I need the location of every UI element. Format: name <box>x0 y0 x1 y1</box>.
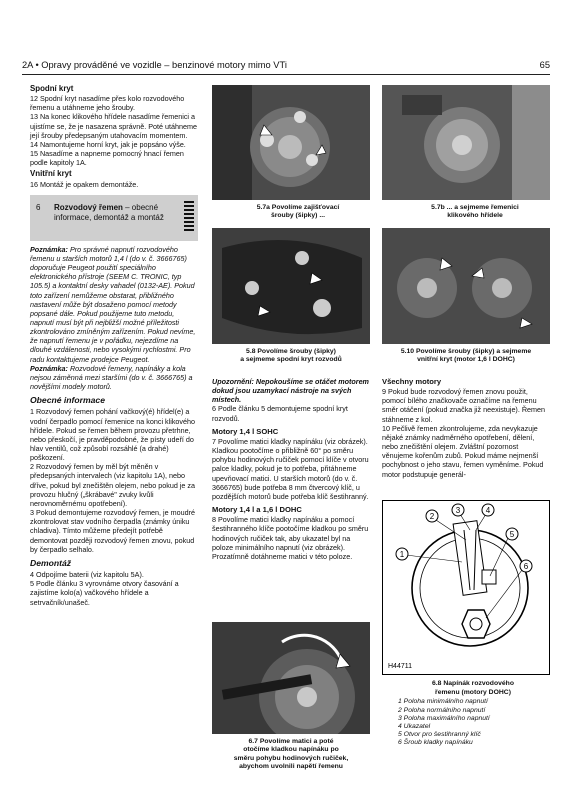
fig-label-5: 5 <box>509 530 515 539</box>
page-header <box>22 60 550 74</box>
para-14: 14 Namontujeme horní kryt, jak je popsáno výše. <box>30 139 186 149</box>
photo-5-7b-art <box>382 85 550 200</box>
key-item-5: 5 Otvor pro šestihranný klíč <box>398 731 481 739</box>
column-1 <box>30 84 198 607</box>
photo-5-7a-art <box>212 85 370 200</box>
photo-5-7a <box>212 85 370 200</box>
warning: Upozornění: Nepokoušíme se otáčet motorem dokud jsou uzamykací nástroje na svých místech. <box>212 377 369 405</box>
note-2-text: Rozvodové řemeny, napínáky a kola nejsou záměnná mezi staršími (do v. č. 3666765) a novějšími modely motorů. <box>30 363 193 392</box>
section-title <box>54 203 184 223</box>
para-4: 4 Odpojíme baterii (viz kapitolu 5A). <box>30 570 144 580</box>
caption-6-7-line3: směru pohybu hodinových ručiček, <box>233 754 349 762</box>
para-8: 8 Povolíme matici kladky napínáku a pomocí šestihranného klíče pootočíme kladkou po směru hodinových ručiček tak, aby ukazatel byl na poloze minimálního napnutí (viz obrázek). Prozatímně dotáhneme matici v této poloze. <box>212 515 369 561</box>
heading-obecne: Obecné informace <box>30 395 105 406</box>
para-15: 15 Nasadíme a napneme pomocný hnací řemen podle kapitoly 1A. <box>30 149 184 168</box>
para-7: 7 Povolíme matici kladky napínáku (viz obrázek). Kladkou pootočíme o přibližně 60° po směru pohybu hodinových ručiček pomocí klíče v otvoru palce kladky, pokud je to potřeba, přitáhneme upevňovací matici. U starších motorů (do v. č. 3666765) bude potřeba 8 mm čtvercový klíč, u pozdějších motorů bude potřeba klíč šestihranný. <box>212 436 369 501</box>
fig-label-3: 3 <box>455 506 461 515</box>
heading-demontaz: Demontáž <box>30 557 72 568</box>
header-rule <box>22 74 550 75</box>
caption-6-7 <box>212 738 370 772</box>
key-item-4: 4 Ukazatel <box>398 723 431 731</box>
figure-6-8-key <box>398 680 548 748</box>
note-2 <box>30 364 198 391</box>
section-title-sub: – obecné informace, demontáž a montáž <box>54 202 164 222</box>
photo-6-7-art <box>212 622 370 734</box>
heading-vnitrni-kryt: Vnitřní kryt <box>30 169 72 179</box>
note-1 <box>30 245 198 364</box>
caption-5-7b <box>400 204 550 221</box>
fig-label-4: 4 <box>485 506 491 515</box>
note-2-label: Poznámka: <box>30 363 68 373</box>
caption-6-7-line4: abychom uvolnili napětí řemenu <box>239 763 343 771</box>
tensioner-diagram <box>382 500 550 675</box>
photo-6-7 <box>212 622 370 734</box>
column-2 <box>212 377 370 561</box>
photo-5-7b <box>382 85 550 200</box>
para-16: 16 Montáž je opakem demontáže. <box>30 179 139 189</box>
para-3: 3 Pokud demontujeme rozvodový řemen, je moudré zkontrolovat stav vodního čerpadla (známky úniku chladiva). Tímto můžeme předejít potřebě demontovat později rozvodový řemen znovu, pokud by čerpadlo selhalo. <box>30 508 196 554</box>
section-title-bold: Rozvodový řemen <box>54 202 123 212</box>
photo-5-10-art <box>382 228 550 344</box>
caption-6-7-line1: 6.7 Povolíme matici a poté <box>248 738 334 745</box>
key-item-1: 1 Poloha minimálního napnutí <box>398 698 488 706</box>
para-10: 10 Pečlivě řemen zkontrolujeme, zda nevykazuje nějaké známky nadměrného opotřebení, dělení, nebo znečištění olejem. Zvláštní pozornost věnujeme kořenům zubů. Pokud máme nejmenší pochybnost o jeho stavu, řemen vyměníme. Pokud motor podstupuje generál- <box>382 423 544 479</box>
heading-spodni-kryt: Spodní kryt <box>30 84 74 93</box>
heading-dohc: Motory 1,4 l a 1,6 l DOHC <box>212 505 302 515</box>
note-1-text: Pro správné napnutí rozvodového řemenu u starších motorů 1,4 l (do v. č. 3666765) doporučuje Peugeot použití speciálního elektronického přístroje (SEEM C. TRONIC, typ 105.5) a kontaktní desky vahadel (0132-AE). Pokud toto zařízení nemůžeme obstarat, přibližného nastavení může být dosaženo pomocí metody popsané dále. Pokud použijeme tuto metodu, napnutí musí být při nejbližší možné příležitosti zkontrolováno zmíněným zařízením. Pokud nevíme, že napnutí řemenu je v pořádku, nejezdíme na dlouhé vzdálenosti, nebo vysokými rychlostmi. Pro radu kontaktujeme prodejce Peugeot. <box>30 244 196 364</box>
figure-6-8-title-1: 6.8 Napínák rozvodového <box>432 680 514 687</box>
para-1: 1 Rozvodový řemen pohání vačkový(é) hřídel(e) a vodní čerpadlo pomocí řemenice na konci klikového hřídele. Pokud se řemen během provozu přetrhne, nebo přeskočí, je pravděpodobné, že písty udeří do hlav ventilů, což způsobí rozsáhlé (a drahé) poškození. <box>30 407 196 463</box>
section-6-box <box>30 195 198 241</box>
para-2: 2 Rozvodový řemen by měl být měněn v předepsaných intervalech (viz kapitolu 1A), nebo dříve, pokud byl znečištěn olejem, nebo pokud je za provozu hlučný („škrábavé" zvuky kvůli nerovnoměrnému opotřebení). <box>30 462 196 508</box>
key-item-6: 6 Šroub kladky napínáku <box>398 739 473 747</box>
heading-vsechny: Všechny motory <box>382 377 442 386</box>
caption-5-7b-line2: klikového hřídele <box>447 212 503 220</box>
photo-5-10 <box>382 228 550 344</box>
caption-5-7a-line1: 5.7a Povolíme zajišťovací <box>256 204 340 211</box>
figure-6-8-title-2: řemenu (motory DOHC) <box>435 689 511 697</box>
photo-5-8 <box>212 228 370 344</box>
para-6: 6 Podle článku 5 demontujeme spodní kryt rozvodů. <box>212 404 348 423</box>
page-number: 65 <box>539 60 550 70</box>
difficulty-tools-icon <box>184 201 194 235</box>
caption-5-10 <box>382 348 550 365</box>
caption-5-8-line2: a sejmeme spodní kryt rozvodů <box>240 356 342 364</box>
figure-6-8 <box>382 500 550 675</box>
caption-5-10-line2: vnitřní kryt (motor 1,6 l DOHC) <box>417 356 515 364</box>
figure-code: H44711 <box>388 663 413 670</box>
fig-label-2: 2 <box>429 512 435 521</box>
caption-5-8-line1: 5.8 Povolíme šrouby (šipky) <box>246 348 336 355</box>
running-title: 2A • Opravy prováděné ve vozidle – benzinové motory mimo VTi <box>22 60 287 70</box>
caption-5-8 <box>216 348 366 365</box>
key-item-2: 2 Poloha normálního napnutí <box>398 706 486 714</box>
para-9: 9 Pokud bude rozvodový řemen znovu použit, pomocí bílého značkovače označíme na řemenu směr otáčení (pokud značka již neexistuje). Řemen stáhneme z kol. <box>382 387 545 424</box>
para-5: 5 Podle článku 3 vyrovnáme otvory časování a zajistíme kolo(a) vačkového hřídele a setrvačník/unašeč. <box>30 579 179 607</box>
para-12: 12 Spodní kryt nasadíme přes kolo rozvodového řemenu a utáhneme jeho šrouby. <box>30 94 185 113</box>
section-number: 6 <box>36 202 41 212</box>
photo-5-8-art <box>212 228 370 344</box>
key-item-3: 3 Poloha maximálního napnutí <box>398 714 490 722</box>
caption-5-7a-line2: šrouby (šipky) ... <box>270 212 325 220</box>
note-1-label: Poznámka: <box>30 244 68 254</box>
para-13: 13 Na konec klikového hřídele nasadíme řemenici a ujistíme se, že je nasazena správně. Poté utáhneme její šrouby předepsaným utahovacím momentem. <box>30 112 198 140</box>
fig-label-1: 1 <box>399 550 405 559</box>
caption-5-7a <box>232 204 364 221</box>
fig-label-6: 6 <box>523 562 529 571</box>
caption-6-7-line2: otočíme kladkou napínáku po <box>243 746 339 754</box>
caption-5-7b-line1: 5.7b ... a sejmeme řemenici <box>431 204 519 211</box>
heading-sohc: Motory 1,4 l SOHC <box>212 426 279 436</box>
column-3 <box>382 377 550 479</box>
caption-5-10-line1: 5.10 Povolíme šrouby (šipky) a sejmeme <box>400 348 532 355</box>
